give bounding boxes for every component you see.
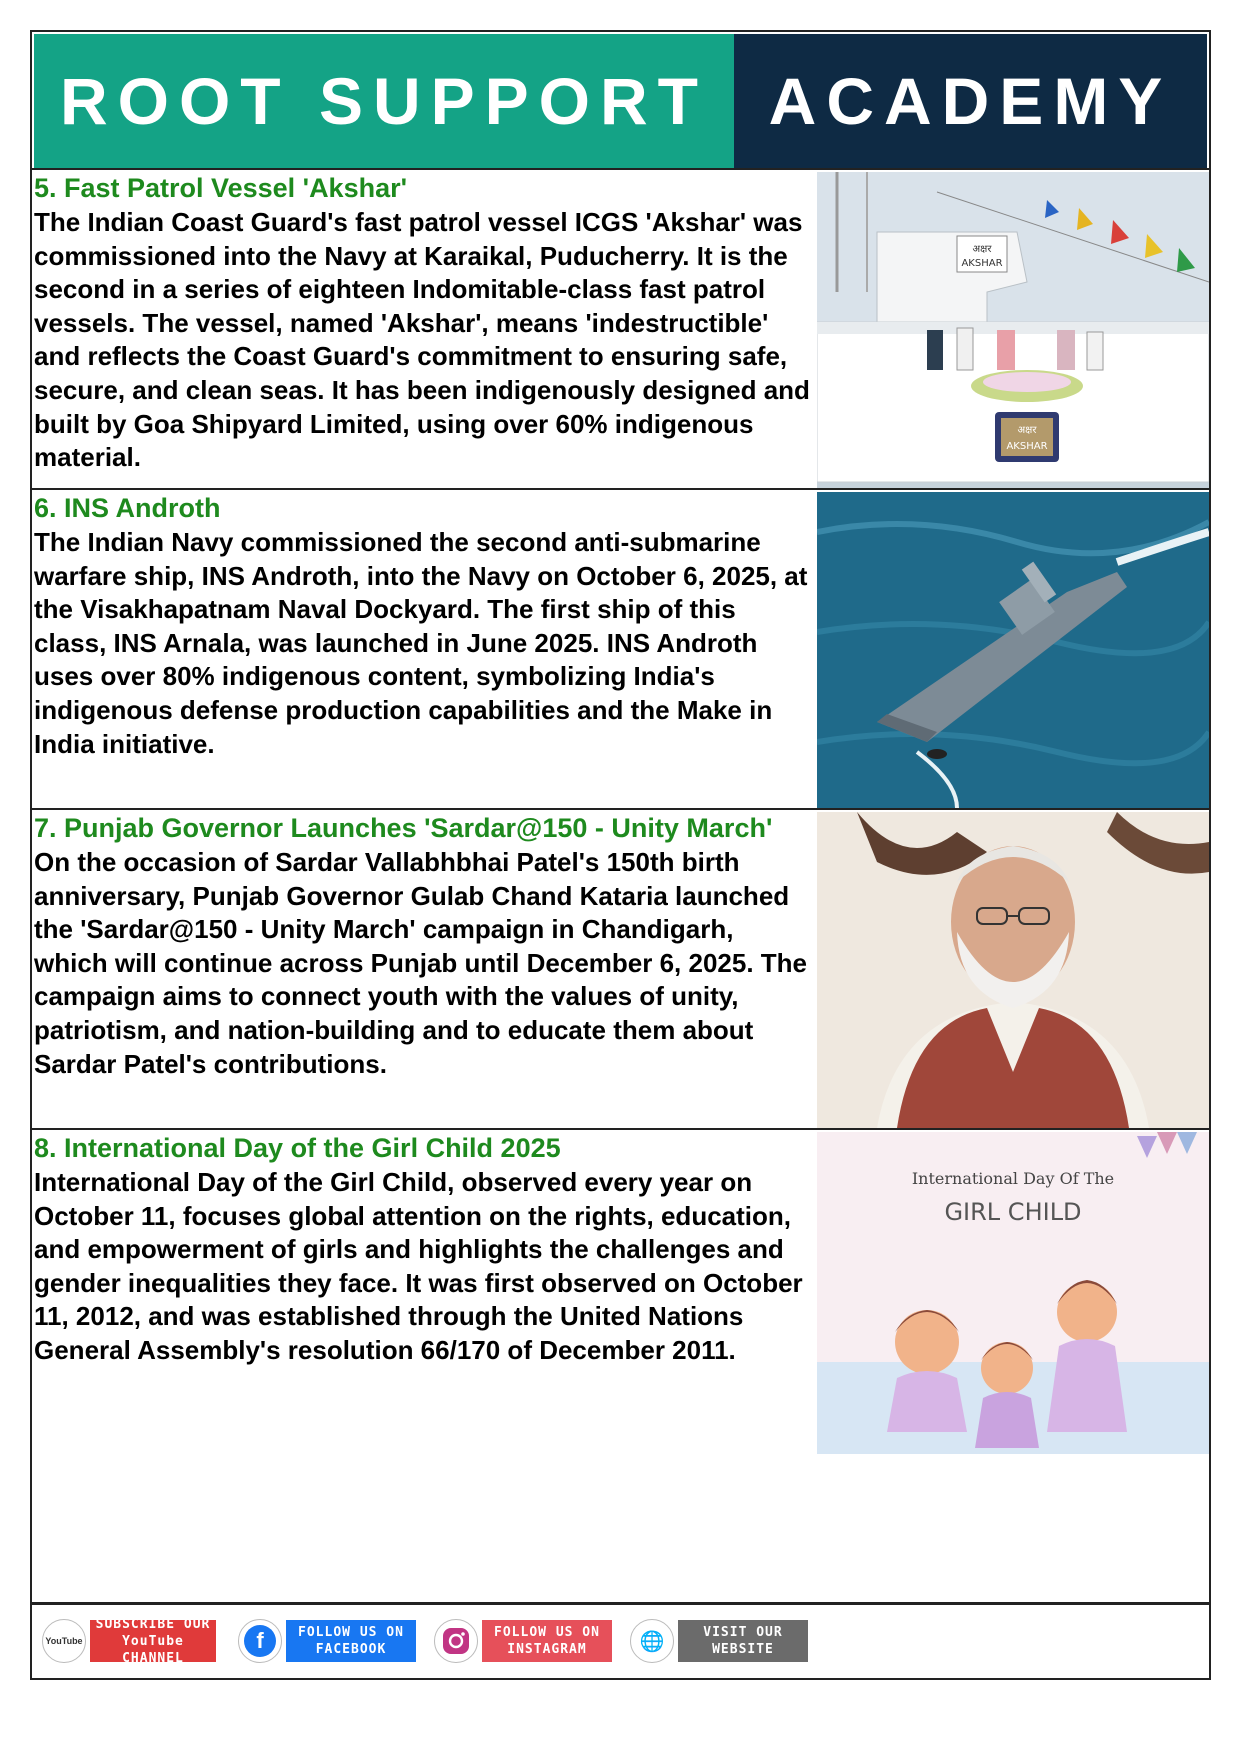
facebook-icon: f [238,1619,282,1663]
facebook-link[interactable] [238,1619,416,1663]
section-title: 8. International Day of the Girl Child 2025 [34,1133,561,1163]
ship-androth-image [817,492,1209,808]
instagram-label: FOLLOW US ON INSTAGRAM [482,1620,612,1662]
globe-icon: 🌐 [630,1619,674,1663]
youtube-icon: YouTube [42,1619,86,1663]
section-body: On the occasion of Sardar Vallabhbhai Patel's 150th birth anniversary, Punjab Governor Gulab Chand Kataria launched the 'Sardar@150 - Unity March' campaign in Chandigarh, which will continue across Punjab until December 6, 2025. The campaign aims to connect youth with the values of unity, patriotism, and nation-building and to educate them about Sardar Patel's contributions. [34,847,807,1079]
section-title: 5. Fast Patrol Vessel 'Akshar' [34,173,408,203]
social-footer [32,1602,1209,1678]
ship-akshar-image [817,172,1209,488]
page-frame [30,30,1211,1680]
section-body: The Indian Navy commissioned the second anti-submarine warfare ship, INS Androth, into the Navy on October 6, 2025, at the Visakhapatnam Naval Dockyard. The first ship of this class, INS Arnala, was launched in June 2025. INS Androth uses over 80% indigenous content, symbolizing India's indigenous defense production capabilities and the Make in India initiative. [34,527,808,759]
youtube-label: SUBSCRIBE OUR YouTube CHANNEL [90,1620,216,1662]
website-link[interactable] [630,1619,808,1663]
news-section-unity-march [32,808,1209,1128]
section-title: 6. INS Androth [34,493,221,523]
portrait-image [817,812,1209,1128]
instagram-icon [434,1619,478,1663]
image-caption-top: International Day Of The [911,1169,1115,1188]
website-label: VISIT OUR WEBSITE [678,1620,808,1662]
header-title-right: ACADEMY [734,34,1207,168]
facebook-label: FOLLOW US ON FACEBOOK [286,1620,416,1662]
nameboard-english: AKSHAR [1006,441,1048,452]
news-section-androth [32,488,1209,808]
news-section-akshar [32,168,1209,488]
hull-label-english: AKSHAR [961,258,1003,269]
news-section-girl-child [32,1128,1209,1602]
header-title-left: ROOT SUPPORT [34,34,734,168]
section-text [34,812,814,1081]
section-text [34,1132,814,1368]
section-text [34,492,814,761]
image-caption-main: GIRL CHILD [944,1198,1082,1226]
instagram-link[interactable] [434,1619,612,1663]
header-banner [34,34,1207,168]
section-title: 7. Punjab Governor Launches 'Sardar@150 - Unity March' [34,813,773,843]
youtube-link[interactable] [42,1616,216,1666]
hull-label-hindi: अक्षर [972,244,992,255]
section-body: International Day of the Girl Child, observed every year on October 11, focuses global attention on the rights, education, and empowerment of girls and highlights the challenges and gender inequalities they face. It was first observed on October 11, 2012, and was established through the United Nations General Assembly's resolution 66/170 of December 2011. [34,1167,803,1365]
section-body: The Indian Coast Guard's fast patrol vessel ICGS 'Akshar' was commissioned into the Navy at Karaikal, Puducherry. It is the second in a series of eighteen Indomitable-class fast patrol vessels. The vessel, named 'Akshar', means 'indestructible' and reflects the Coast Guard's commitment to ensuring safe, secure, and clean seas. It has been indigenously designed and built by Goa Shipyard Limited, using over 60% indigenous material. [34,207,810,473]
girl-child-image [817,1132,1209,1454]
section-text [34,172,814,475]
nameboard-hindi: अक्षर [1017,425,1037,436]
